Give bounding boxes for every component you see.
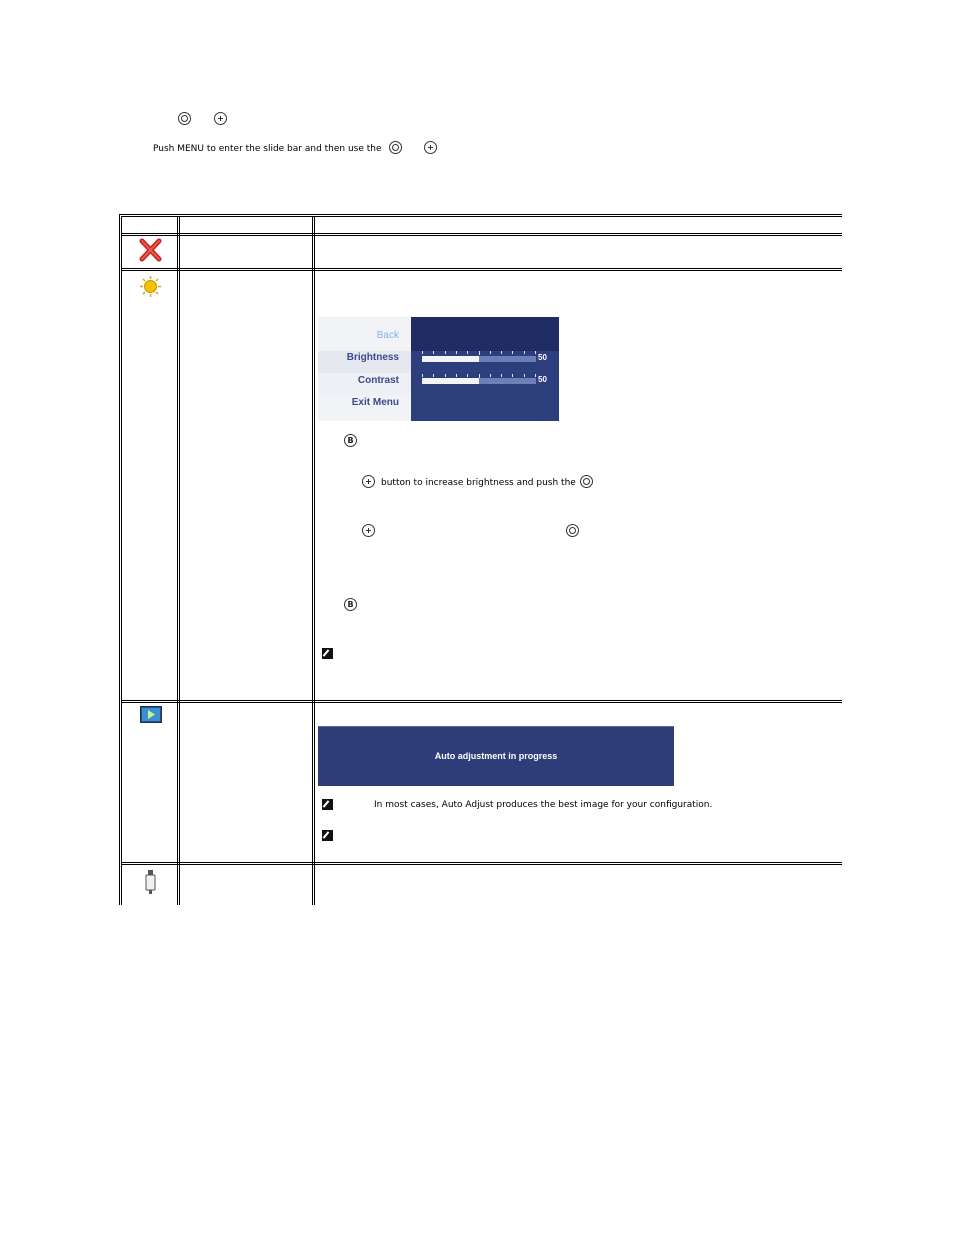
note-icon — [322, 830, 333, 841]
slider-tick — [535, 351, 536, 354]
auto-adjust-icon — [140, 706, 162, 723]
brightness-value: 50 — [538, 353, 547, 362]
minus-button-icon — [566, 524, 579, 537]
slider-tick — [501, 351, 502, 354]
slider-tick — [512, 351, 513, 354]
slider-tick — [490, 374, 491, 377]
minus-button-icon — [389, 141, 402, 154]
slider-tick — [445, 351, 446, 354]
plus-button-icon: + — [362, 524, 375, 537]
slider-tick — [535, 374, 536, 377]
slider-tick — [524, 374, 525, 377]
slider-tick — [501, 374, 502, 377]
contrast-value: 50 — [538, 375, 547, 384]
slider-tick — [524, 351, 525, 354]
instruction-text: Push MENU to enter the slide bar and then use the — [153, 144, 382, 154]
menu-button-icon: B — [344, 598, 357, 611]
minus-button-icon — [580, 475, 593, 488]
plus-button-icon: + — [214, 112, 227, 125]
osd-brightness-contrast-menu — [318, 317, 559, 421]
plus-button-icon: + — [424, 141, 437, 154]
input-source-icon — [144, 870, 157, 895]
slider-tick — [467, 351, 468, 354]
slider-tick — [456, 374, 457, 377]
menu-button-icon: B — [344, 434, 357, 447]
plus-button-icon: + — [362, 475, 375, 488]
contrast-slider — [422, 378, 536, 384]
note-icon — [322, 648, 333, 659]
exit-x-icon — [139, 238, 162, 262]
slider-tick — [422, 374, 423, 377]
slider-tick — [490, 351, 491, 354]
auto-adjust-progress-box — [318, 726, 674, 786]
slider-tick — [422, 351, 423, 354]
note-icon — [322, 799, 333, 810]
brightness-ticks — [422, 351, 536, 355]
brightness-sun-icon — [139, 275, 162, 298]
slider-tick — [512, 374, 513, 377]
slider-tick — [456, 351, 457, 354]
brightness-increase-text: button to increase brightness and push the — [381, 478, 576, 488]
osd-back-label: Back — [376, 330, 399, 341]
minus-button-icon — [178, 112, 191, 125]
auto-adjust-status: Auto adjustment in progress — [434, 751, 558, 761]
auto-adjust-note: In most cases, Auto Adjust produces the best image for your configuration. — [374, 800, 713, 810]
slider-tick — [433, 374, 434, 377]
slider-tick — [433, 351, 434, 354]
osd-exit-menu-label: Exit Menu — [351, 397, 399, 408]
slider-tick — [467, 374, 468, 377]
slider-tick — [479, 351, 480, 355]
slider-tick — [445, 374, 446, 377]
osd-contrast-label: Contrast — [357, 375, 399, 386]
brightness-slider — [422, 356, 536, 362]
osd-brightness-label: Brightness — [346, 352, 399, 363]
